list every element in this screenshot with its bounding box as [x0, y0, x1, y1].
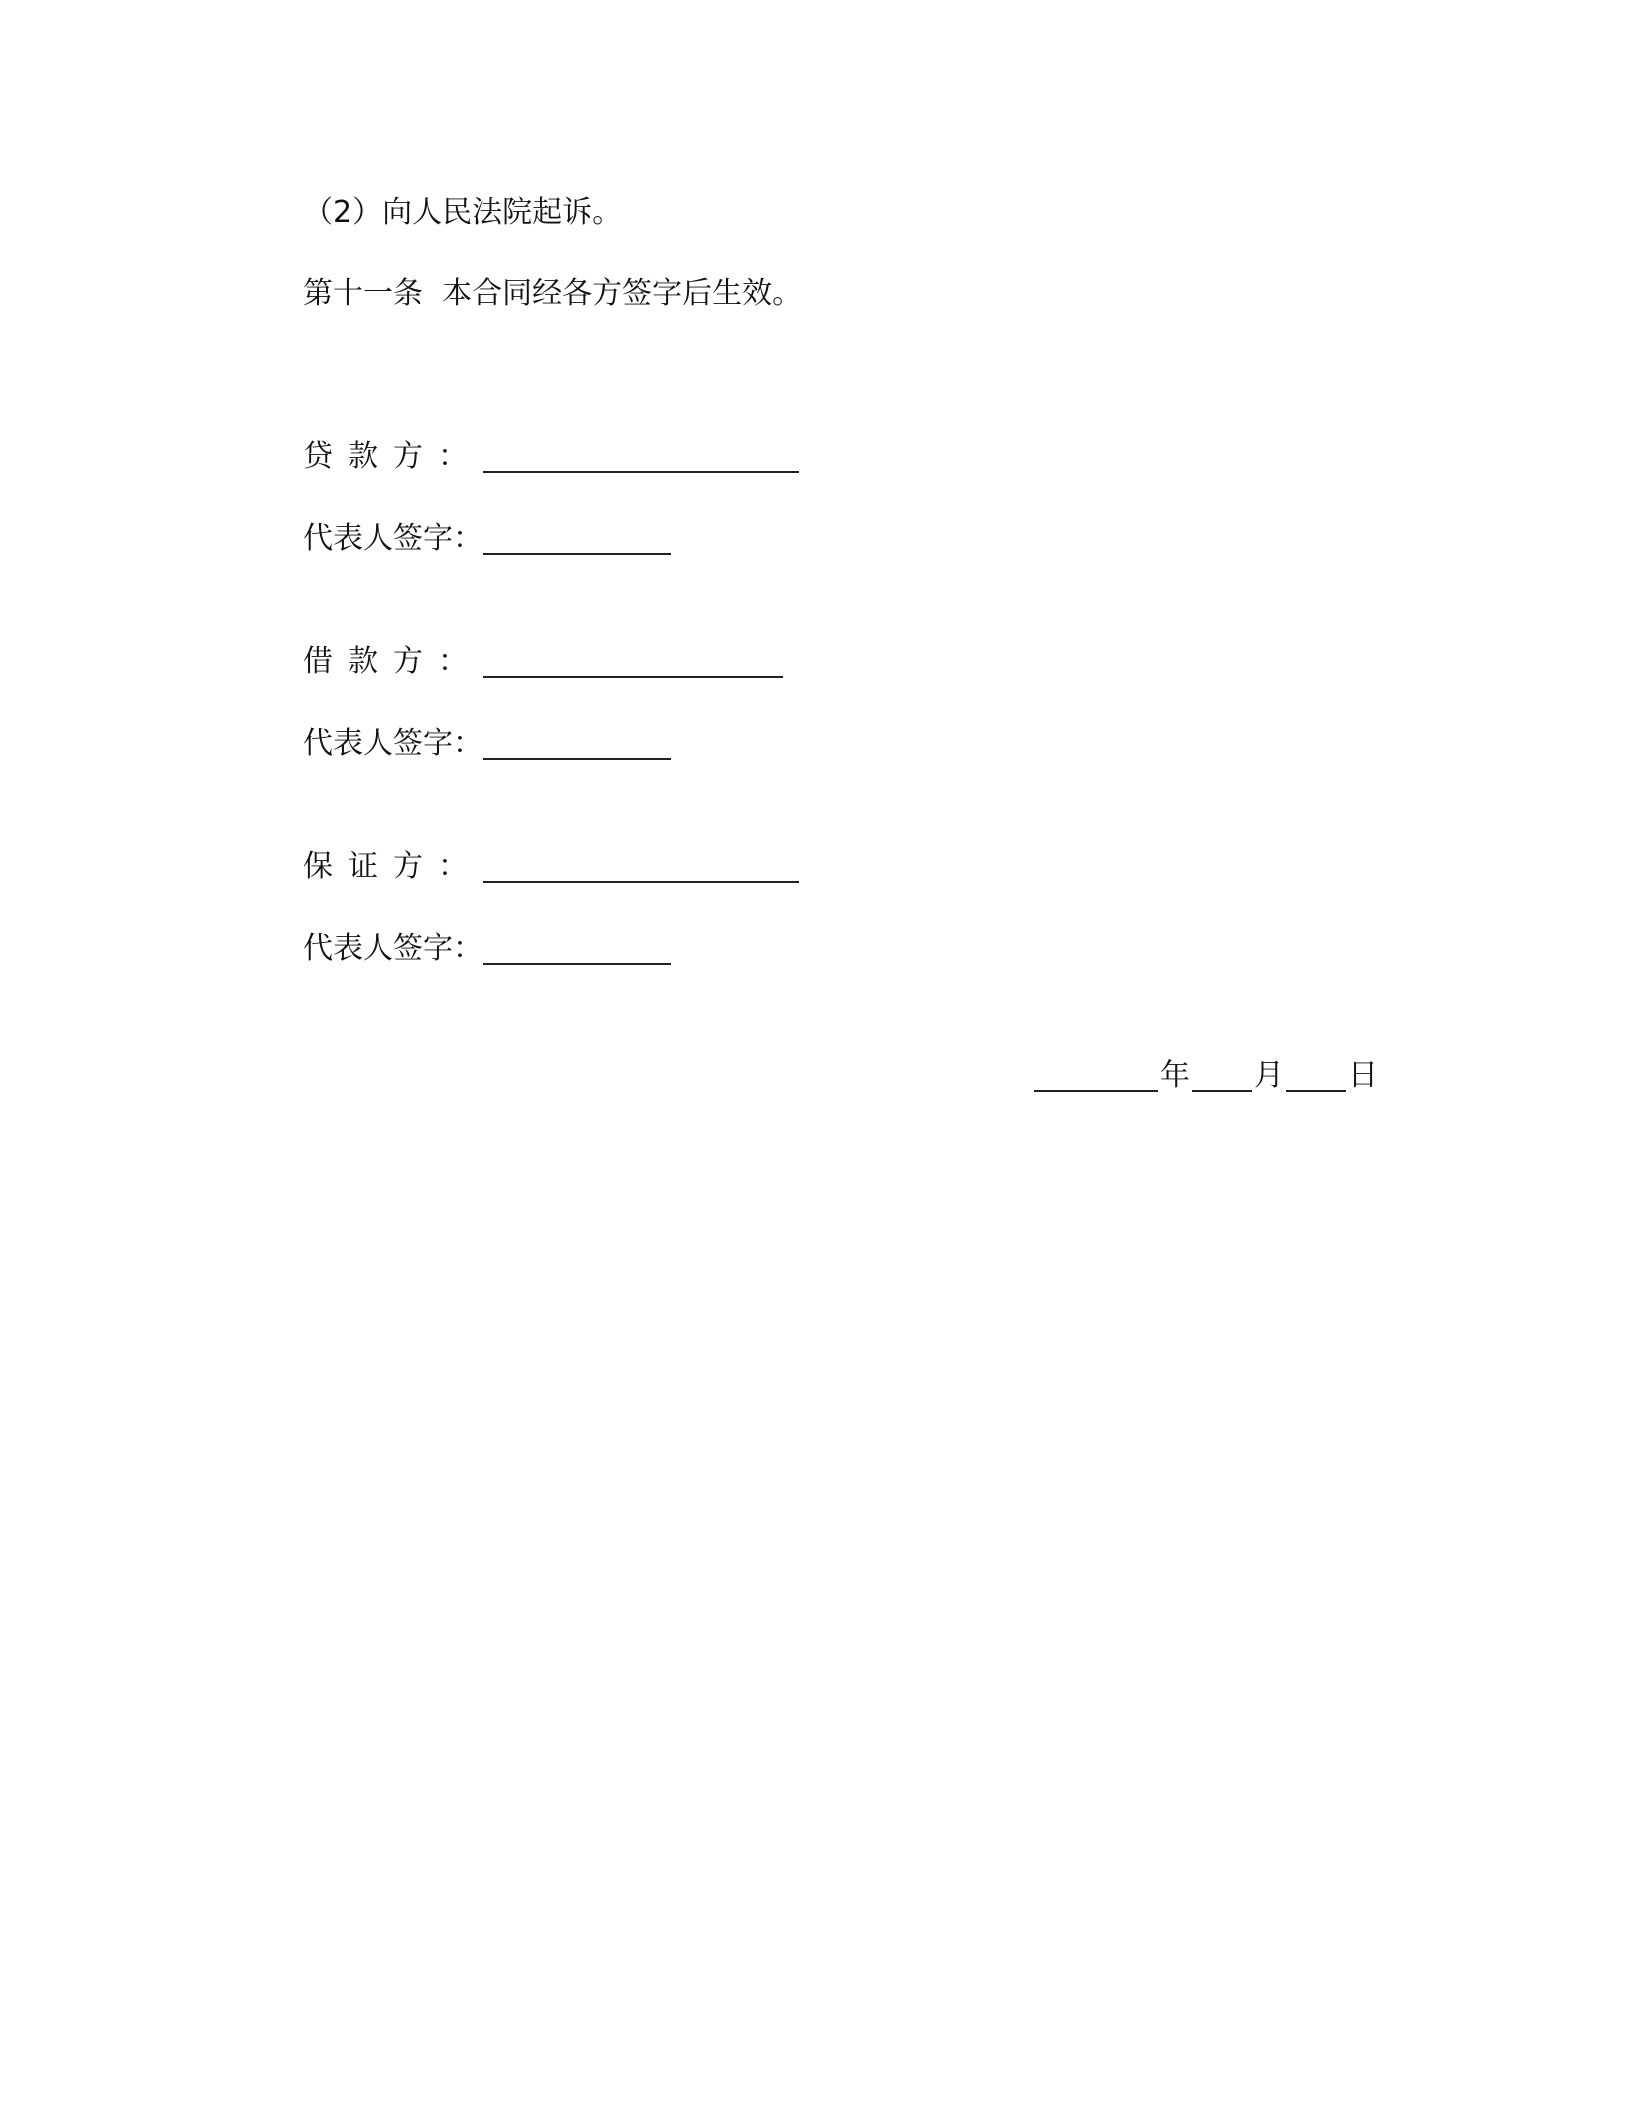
borrower-rep-signature-row: [303, 724, 671, 764]
guarantor-signature-row: [303, 847, 799, 887]
borrower-label: 借款方：: [303, 644, 483, 679]
lender-rep-blank[interactable]: [483, 523, 671, 555]
lender-signature-row: [303, 437, 799, 477]
clause-item-2-text: （2）向人民法院起诉。: [303, 195, 623, 230]
lender-rep-label: 代表人签字：: [303, 521, 483, 556]
lender-rep-signature-row: [303, 519, 671, 559]
lender-label: 贷款方：: [303, 439, 483, 474]
guarantor-name-blank[interactable]: [483, 851, 799, 883]
day-unit: 日: [1348, 1058, 1378, 1093]
day-blank[interactable]: [1286, 1060, 1346, 1092]
year-unit: 年: [1160, 1058, 1190, 1093]
clause-article-11: [303, 274, 802, 314]
month-unit: 月: [1254, 1058, 1284, 1093]
guarantor-rep-signature-row: [303, 929, 671, 969]
year-blank[interactable]: [1034, 1060, 1158, 1092]
clause-item-2: [303, 193, 622, 233]
borrower-rep-blank[interactable]: [483, 728, 671, 760]
borrower-rep-label: 代表人签字：: [303, 726, 483, 761]
guarantor-rep-blank[interactable]: [483, 933, 671, 965]
guarantor-label: 保证方：: [303, 849, 483, 884]
borrower-name-blank[interactable]: [483, 646, 783, 678]
month-blank[interactable]: [1192, 1060, 1252, 1092]
borrower-signature-row: [303, 642, 783, 682]
lender-name-blank[interactable]: [483, 441, 799, 473]
date-line: [1034, 1056, 1380, 1096]
clause-article-11-text: 第十一条 本合同经各方签字后生效。: [303, 276, 803, 311]
guarantor-rep-label: 代表人签字：: [303, 931, 483, 966]
